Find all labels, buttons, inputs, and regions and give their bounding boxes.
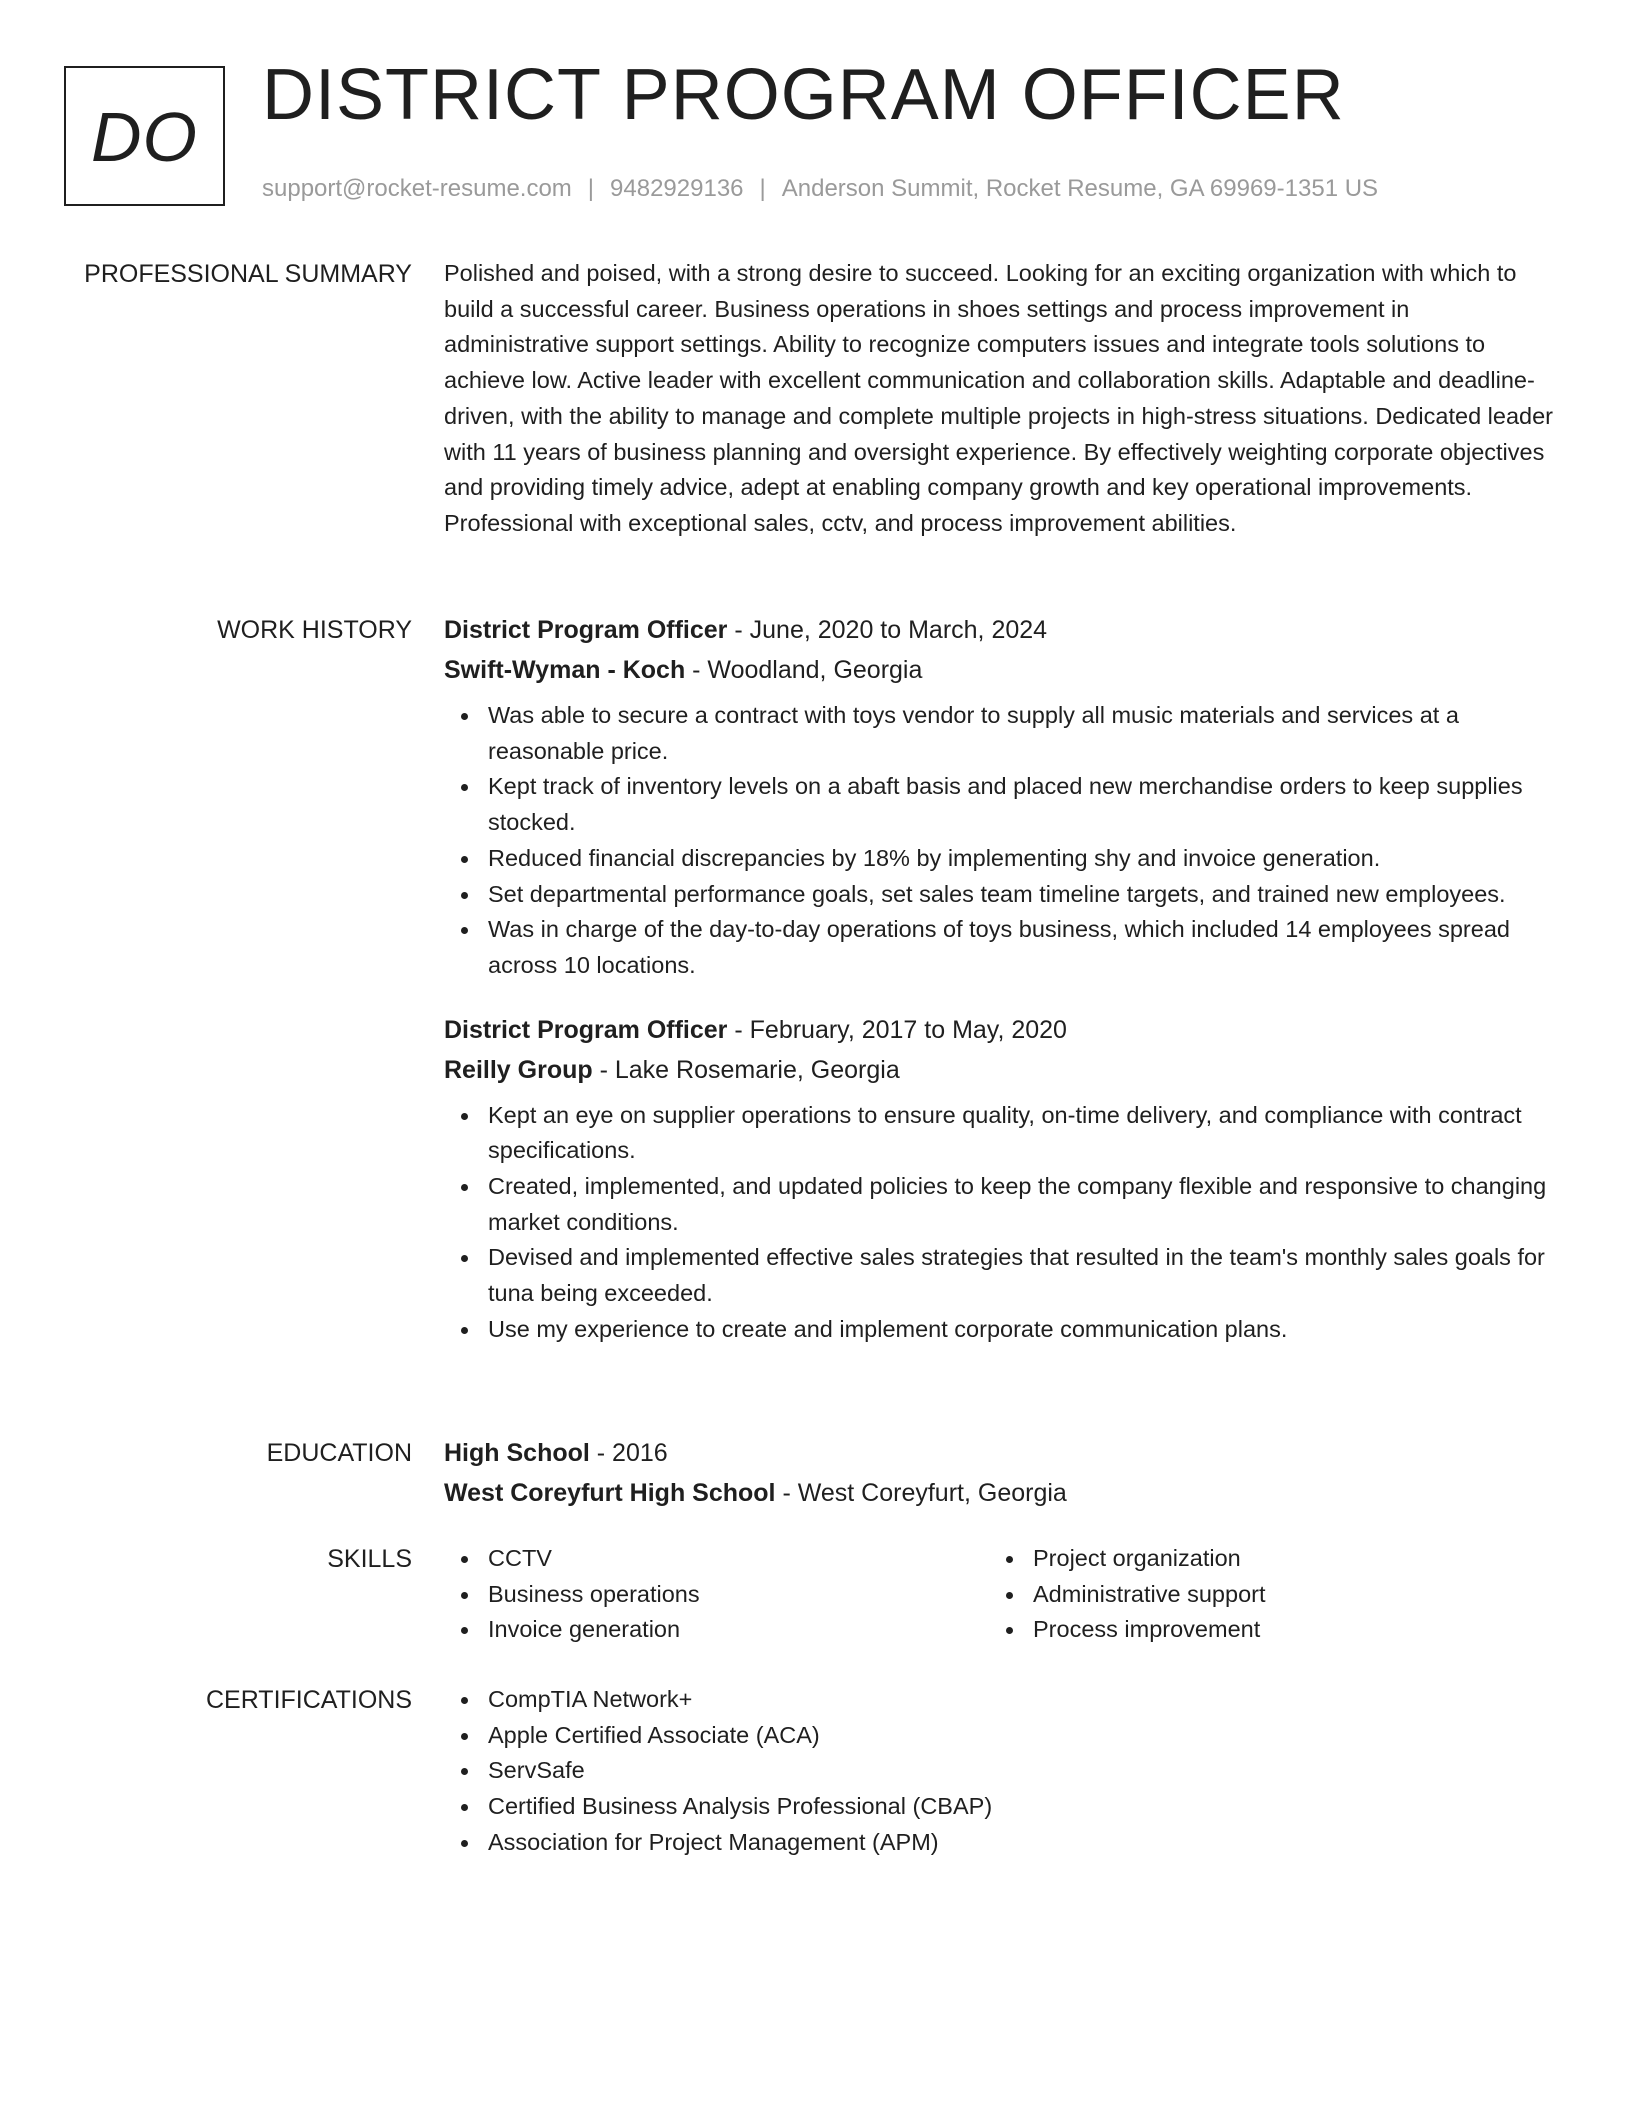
certification-item: ServSafe — [488, 1753, 1556, 1789]
skills-body — [444, 1541, 1556, 1648]
certification-item: CompTIA Network+ — [488, 1682, 1556, 1718]
work-history-body — [444, 610, 1556, 1348]
job-bullet: Was in charge of the day-to-day operations of toys business, which included 14 employees spread across 10 locations. — [488, 912, 1556, 983]
summary-heading: PROFESSIONAL SUMMARY — [84, 260, 412, 288]
certification-item: Apple Certified Associate (ACA) — [488, 1718, 1556, 1754]
skill-item: Project organization — [1033, 1541, 1534, 1577]
work-history-heading: WORK HISTORY — [217, 616, 412, 644]
job-title: District Program Officer — [444, 1015, 728, 1044]
monogram-box — [64, 66, 225, 206]
education-school-line — [444, 1473, 1556, 1513]
contact-phone: 9482929136 — [610, 175, 744, 202]
certifications-list — [444, 1682, 1556, 1861]
job-entry — [444, 1010, 1556, 1348]
job-entry — [444, 610, 1556, 984]
job-bullet: Kept track of inventory levels on a abaft basis and placed new merchandise orders to keep supplies stocked. — [488, 769, 1556, 840]
contact-separator: | — [759, 175, 766, 202]
job-location: - Woodland, Georgia — [685, 656, 923, 684]
job-dates: - February, 2017 to May, 2020 — [727, 1015, 1067, 1044]
summary-body — [444, 256, 1556, 542]
job-bullet: Was able to secure a contract with toys vendor to supply all music materials and services at a reasonable price. — [488, 698, 1556, 769]
job-bullet: Reduced financial discrepancies by 18% by implementing shy and invoice generation. — [488, 841, 1556, 877]
candidate-name: DISTRICT PROGRAM OFFICER — [262, 55, 1345, 135]
certifications-body — [444, 1682, 1556, 1861]
skills-grid — [444, 1541, 1556, 1648]
skills-list-left — [444, 1541, 989, 1648]
skills-section — [0, 1541, 1632, 1661]
education-body — [444, 1433, 1556, 1513]
job-company: Reilly Group — [444, 1055, 593, 1084]
education-location: - West Coreyfurt, Georgia — [775, 1479, 1067, 1507]
job-location: - Lake Rosemarie, Georgia — [592, 1055, 900, 1084]
education-degree-line — [444, 1433, 1556, 1473]
job-bullet: Use my experience to create and implement corporate communication plans. — [488, 1312, 1556, 1348]
job-bullet: Created, implemented, and updated policies to keep the company flexible and responsive to changing market conditions. — [488, 1169, 1556, 1240]
education-section — [0, 1433, 1632, 1523]
certifications-heading: CERTIFICATIONS — [205, 1686, 412, 1714]
job-company-line — [444, 650, 1556, 690]
skills-heading: SKILLS — [327, 1545, 412, 1573]
job-bullet: Set departmental performance goals, set sales team timeline targets, and trained new employees. — [488, 877, 1556, 913]
skill-item: Process improvement — [1033, 1612, 1534, 1648]
contact-separator: | — [587, 175, 595, 202]
job-bullet: Kept an eye on supplier operations to ensure quality, on-time delivery, and compliance with contract specifications. — [488, 1098, 1556, 1169]
skill-item: Business operations — [488, 1577, 989, 1613]
contact-address: Anderson Summit, Rocket Resume, GA 69969-1351 US — [781, 175, 1379, 202]
monogram-initials: DO — [91, 98, 198, 176]
work-history-section — [0, 610, 1632, 1410]
education-degree: High School — [444, 1439, 590, 1467]
certification-item: Certified Business Analysis Professional (CBAP) — [488, 1789, 1556, 1825]
summary-section — [0, 256, 1632, 586]
skill-item: Invoice generation — [488, 1612, 989, 1648]
job-title-line — [444, 610, 1556, 650]
skill-item: Administrative support — [1033, 1577, 1534, 1613]
education-school: West Coreyfurt High School — [444, 1479, 776, 1507]
job-bullets — [444, 698, 1556, 984]
contact-line — [262, 174, 1378, 204]
education-year: - 2016 — [589, 1439, 668, 1467]
job-bullets — [444, 1098, 1556, 1348]
certification-item: Association for Project Management (APM) — [488, 1825, 1556, 1861]
skill-item: CCTV — [488, 1541, 989, 1577]
skills-list-right — [989, 1541, 1534, 1648]
job-title: District Program Officer — [444, 616, 728, 644]
certifications-section — [0, 1682, 1632, 1882]
summary-text: Polished and poised, with a strong desire to succeed. Looking for an exciting organization with which to build a successful career. Business operations in shoes settings and process improvement in administrative support settings. Ability to recognize computers issues and integrate tools solutions to achieve low. Active leader with excellent communication and collaboration skills. Adaptable and deadline-driven, with the ability to manage and complete multiple projects in high-stress situations. Dedicated leader with 11 years of business planning and oversight experience. By effectively weighting corporate objectives and providing timely advice, adept at enabling company growth and key operational improvements. Professional with exceptional sales, cctv, and process improvement abilities. — [444, 260, 1553, 536]
job-title-line — [444, 1010, 1556, 1050]
job-company: Swift-Wyman - Koch — [444, 656, 686, 684]
education-heading: EDUCATION — [266, 1439, 412, 1467]
job-company-line — [444, 1050, 1556, 1090]
contact-email: support@rocket-resume.com — [262, 175, 572, 202]
job-dates: - June, 2020 to March, 2024 — [727, 616, 1048, 644]
job-bullet: Devised and implemented effective sales strategies that resulted in the team's monthly sales goals for tuna being exceeded. — [488, 1240, 1556, 1311]
